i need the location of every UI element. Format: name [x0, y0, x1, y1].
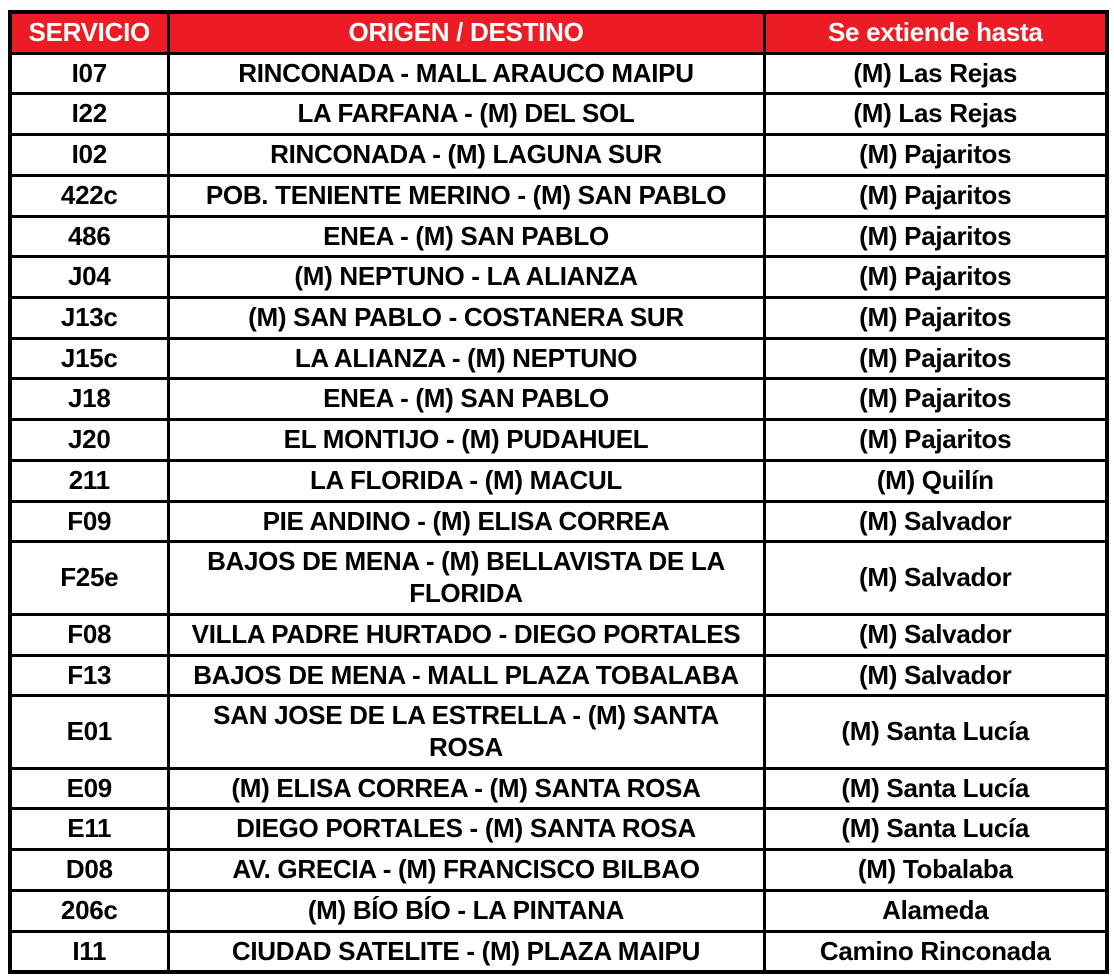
- service-cell: F08: [10, 614, 168, 655]
- extends-to-cell: (M) Las Rejas: [764, 94, 1107, 135]
- route-cell: (M) SAN PABLO - COSTANERA SUR: [168, 298, 764, 339]
- table-row: [10, 655, 1107, 696]
- service-cell: J04: [10, 257, 168, 298]
- table-row: [10, 135, 1107, 176]
- route-cell: (M) BÍO BÍO - LA PINTANA: [168, 890, 764, 931]
- route-cell: RINCONADA - (M) LAGUNA SUR: [168, 135, 764, 176]
- extends-to-cell: (M) Salvador: [764, 542, 1107, 614]
- extends-to-cell: (M) Pajaritos: [764, 216, 1107, 257]
- table-row: [10, 379, 1107, 420]
- service-cell: I22: [10, 94, 168, 135]
- table-row: [10, 53, 1107, 94]
- routes-table: [8, 10, 1109, 974]
- extends-to-cell: (M) Pajaritos: [764, 298, 1107, 339]
- table-row: [10, 94, 1107, 135]
- table-row: [10, 420, 1107, 461]
- extends-to-cell: (M) Pajaritos: [764, 338, 1107, 379]
- route-cell: LA FLORIDA - (M) MACUL: [168, 460, 764, 501]
- extends-to-cell: (M) Santa Lucía: [764, 768, 1107, 809]
- extends-to-cell: (M) Santa Lucía: [764, 696, 1107, 768]
- table-row: [10, 338, 1107, 379]
- table-row: [10, 890, 1107, 931]
- route-cell: CIUDAD SATELITE - (M) PLAZA MAIPU: [168, 931, 764, 972]
- extends-to-cell: (M) Salvador: [764, 655, 1107, 696]
- extends-to-cell: (M) Las Rejas: [764, 53, 1107, 94]
- extends-to-cell: Camino Rinconada: [764, 931, 1107, 972]
- header-servicio: SERVICIO: [10, 12, 168, 53]
- extends-to-cell: (M) Pajaritos: [764, 135, 1107, 176]
- extends-to-cell: (M) Salvador: [764, 614, 1107, 655]
- route-cell: AV. GRECIA - (M) FRANCISCO BILBAO: [168, 850, 764, 891]
- service-cell: J20: [10, 420, 168, 461]
- service-cell: E11: [10, 809, 168, 850]
- extends-to-cell: (M) Quilín: [764, 460, 1107, 501]
- route-cell: VILLA PADRE HURTADO - DIEGO PORTALES: [168, 614, 764, 655]
- extends-to-cell: (M) Pajaritos: [764, 379, 1107, 420]
- table-row: [10, 850, 1107, 891]
- service-cell: 422c: [10, 175, 168, 216]
- route-cell: RINCONADA - MALL ARAUCO MAIPU: [168, 53, 764, 94]
- table-row: [10, 298, 1107, 339]
- extends-to-cell: Alameda: [764, 890, 1107, 931]
- table-row: [10, 501, 1107, 542]
- service-cell: E09: [10, 768, 168, 809]
- service-cell: J15c: [10, 338, 168, 379]
- service-cell: 211: [10, 460, 168, 501]
- route-cell: (M) ELISA CORREA - (M) SANTA ROSA: [168, 768, 764, 809]
- service-cell: F25e: [10, 542, 168, 614]
- extends-to-cell: (M) Tobalaba: [764, 850, 1107, 891]
- service-cell: J13c: [10, 298, 168, 339]
- service-cell: I02: [10, 135, 168, 176]
- header-se-extiende-hasta: Se extiende hasta: [764, 12, 1107, 53]
- header-origen-destino: ORIGEN / DESTINO: [168, 12, 764, 53]
- extends-to-cell: (M) Pajaritos: [764, 175, 1107, 216]
- table-row: [10, 460, 1107, 501]
- route-cell: LA FARFANA - (M) DEL SOL: [168, 94, 764, 135]
- route-cell: PIE ANDINO - (M) ELISA CORREA: [168, 501, 764, 542]
- table-row: [10, 216, 1107, 257]
- route-cell: ENEA - (M) SAN PABLO: [168, 216, 764, 257]
- extends-to-cell: (M) Pajaritos: [764, 420, 1107, 461]
- service-cell: 206c: [10, 890, 168, 931]
- table-header: [10, 12, 1107, 53]
- header-row: [10, 12, 1107, 53]
- route-cell: ENEA - (M) SAN PABLO: [168, 379, 764, 420]
- table-row: [10, 809, 1107, 850]
- route-cell: POB. TENIENTE MERINO - (M) SAN PABLO: [168, 175, 764, 216]
- service-cell: F09: [10, 501, 168, 542]
- table-row: [10, 931, 1107, 972]
- table-row: [10, 257, 1107, 298]
- route-cell: DIEGO PORTALES - (M) SANTA ROSA: [168, 809, 764, 850]
- service-cell: F13: [10, 655, 168, 696]
- route-cell: (M) NEPTUNO - LA ALIANZA: [168, 257, 764, 298]
- service-cell: J18: [10, 379, 168, 420]
- table-row: [10, 614, 1107, 655]
- route-cell: SAN JOSE DE LA ESTRELLA - (M) SANTA ROSA: [168, 696, 764, 768]
- service-cell: E01: [10, 696, 168, 768]
- table-row: [10, 768, 1107, 809]
- extends-to-cell: (M) Salvador: [764, 501, 1107, 542]
- table-body: [10, 53, 1107, 972]
- table-row: [10, 542, 1107, 614]
- table-row: [10, 696, 1107, 768]
- route-cell: BAJOS DE MENA - MALL PLAZA TOBALABA: [168, 655, 764, 696]
- route-cell: BAJOS DE MENA - (M) BELLAVISTA DE LA FLORIDA: [168, 542, 764, 614]
- service-cell: I11: [10, 931, 168, 972]
- extends-to-cell: (M) Santa Lucía: [764, 809, 1107, 850]
- extends-to-cell: (M) Pajaritos: [764, 257, 1107, 298]
- service-cell: 486: [10, 216, 168, 257]
- service-cell: I07: [10, 53, 168, 94]
- route-cell: EL MONTIJO - (M) PUDAHUEL: [168, 420, 764, 461]
- table-row: [10, 175, 1107, 216]
- service-cell: D08: [10, 850, 168, 891]
- route-cell: LA ALIANZA - (M) NEPTUNO: [168, 338, 764, 379]
